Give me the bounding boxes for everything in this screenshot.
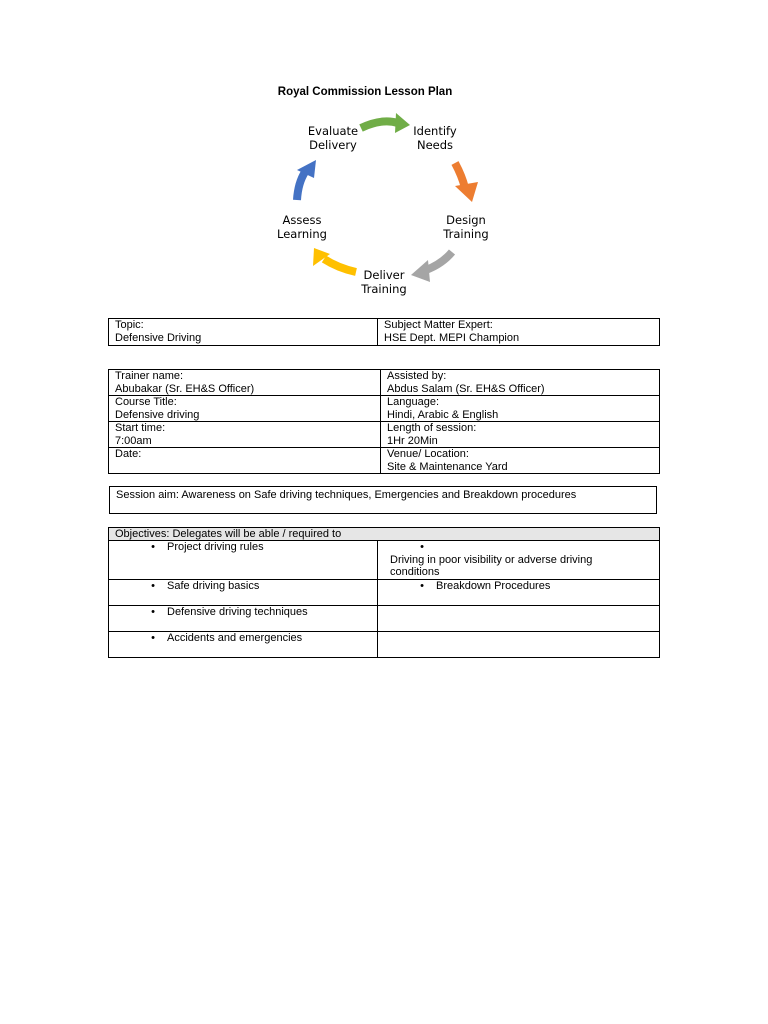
- course-title-label: Course Title:: [115, 396, 177, 408]
- assisted-label: Assisted by:: [387, 370, 447, 382]
- table-row: [109, 422, 660, 448]
- objective-cell: [109, 632, 378, 658]
- objective-cell: [378, 541, 660, 580]
- objective-text: Safe driving basics: [167, 580, 260, 592]
- session-length-cell: [381, 422, 660, 448]
- training-cycle-diagram: [0, 0, 768, 310]
- assisted-cell: [381, 370, 660, 396]
- topic-value: Defensive Driving: [115, 331, 202, 344]
- bullet-icon: •: [151, 541, 155, 553]
- start-time-cell: [109, 422, 381, 448]
- sme-label: Subject Matter Expert:: [384, 319, 493, 331]
- sme-cell: [378, 319, 660, 346]
- sme-value: HSE Dept. MEPI Champion: [384, 331, 520, 344]
- trainer-label: Trainer name:: [115, 370, 184, 382]
- table-row: [109, 448, 660, 474]
- objective-cell: [109, 606, 378, 632]
- cycle-step-evaluate-delivery: Evaluate Delivery: [307, 124, 359, 152]
- venue-value: Site & Maintenance Yard: [387, 460, 508, 473]
- table-row: [109, 632, 660, 658]
- table-row: [109, 396, 660, 422]
- language-cell: [381, 396, 660, 422]
- session-length-value: 1Hr 20Min: [387, 434, 438, 447]
- bullet-icon: •: [420, 541, 424, 553]
- objective-text: Breakdown Procedures: [436, 580, 551, 592]
- bullet-icon: •: [151, 580, 155, 592]
- start-time-value: 7:00am: [115, 434, 152, 447]
- objective-cell: [378, 580, 660, 606]
- bullet-icon: •: [151, 606, 155, 618]
- course-title-value: Defensive driving: [115, 408, 200, 421]
- objectives-table: [108, 527, 660, 658]
- objective-text: Driving in poor visibility or adverse driving conditions: [390, 553, 593, 578]
- language-value: Hindi, Arabic & English: [387, 408, 499, 421]
- table-row: [109, 606, 660, 632]
- assisted-value: Abdus Salam (Sr. EH&S Officer): [387, 382, 545, 395]
- topic-cell: [109, 319, 378, 346]
- table-row: [109, 370, 660, 396]
- venue-label: Venue/ Location:: [387, 448, 469, 460]
- objective-text: Defensive driving techniques: [167, 606, 308, 618]
- course-title-cell: [109, 396, 381, 422]
- cycle-step-assess-learning: Assess Learning: [277, 213, 327, 241]
- bullet-icon: •: [420, 580, 424, 592]
- topic-label: Topic:: [115, 319, 144, 331]
- empty-cell: [378, 632, 660, 658]
- objective-cell: [109, 541, 378, 580]
- objective-cell: [109, 580, 378, 606]
- objectives-header-row: [109, 528, 660, 541]
- topic-table: [108, 318, 660, 346]
- table-row: [109, 541, 660, 580]
- cycle-arrow-identify-to-design: [455, 163, 478, 202]
- trainer-cell: [109, 370, 381, 396]
- session-info-table: [108, 369, 660, 474]
- session-aim: Session aim: Awareness on Safe driving techniques, Emergencies and Breakdown procedures: [109, 486, 657, 514]
- document-title: Royal Commission Lesson Plan: [277, 86, 453, 98]
- bullet-icon: •: [151, 632, 155, 644]
- objective-text: Project driving rules: [167, 541, 264, 553]
- empty-cell: [378, 606, 660, 632]
- cycle-step-design-training: Design Training: [443, 213, 489, 241]
- cycle-step-identify-needs: Identify Needs: [413, 124, 457, 152]
- cycle-arrows: [0, 0, 768, 310]
- venue-cell: [381, 448, 660, 474]
- objective-text: Accidents and emergencies: [167, 632, 303, 644]
- start-time-label: Start time:: [115, 422, 166, 434]
- language-label: Language:: [387, 396, 439, 408]
- date-label: Date:: [115, 448, 142, 460]
- objectives-header: Objectives: Delegates will be able / required to: [109, 528, 660, 541]
- cycle-arrow-assess-to-evaluate: [297, 160, 316, 200]
- cycle-step-deliver-training: Deliver Training: [361, 268, 407, 296]
- trainer-value: Abubakar (Sr. EH&S Officer): [115, 382, 255, 395]
- date-cell: [109, 448, 381, 474]
- table-row: [109, 580, 660, 606]
- session-length-label: Length of session:: [387, 422, 477, 434]
